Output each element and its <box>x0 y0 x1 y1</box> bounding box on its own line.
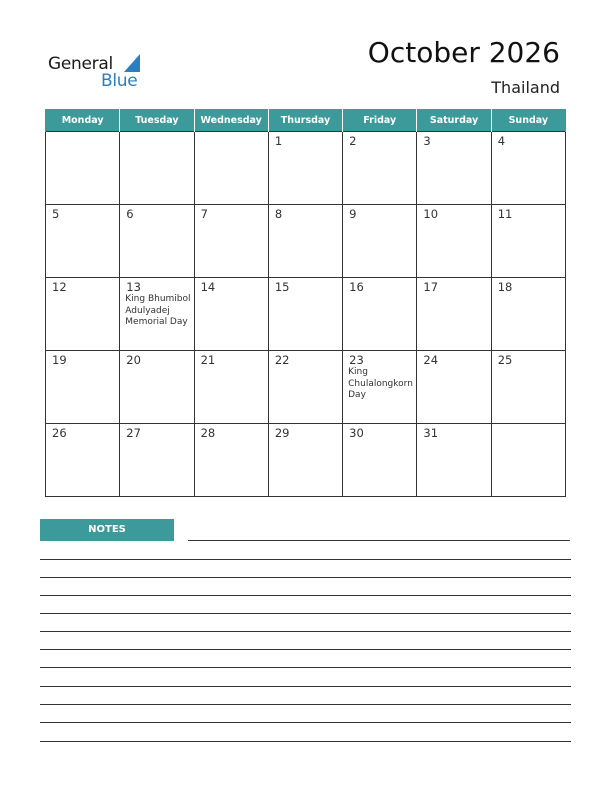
day-cell <box>194 424 268 497</box>
day-cell <box>268 424 342 497</box>
day-cell <box>491 351 565 424</box>
day-cell <box>343 278 417 351</box>
notes-line <box>40 577 571 578</box>
week-row <box>46 424 566 497</box>
day-cell <box>491 132 565 205</box>
day-number: 25 <box>497 353 513 367</box>
day-number: 16 <box>349 280 364 294</box>
day-number: 15 <box>274 280 290 294</box>
page-title: October 2026 <box>367 36 560 69</box>
day-number: 13 <box>126 280 141 294</box>
notes-line <box>40 631 571 632</box>
holiday-label: King Bhumibol Adulyadej Memorial Day <box>125 294 191 327</box>
day-cell <box>343 351 417 424</box>
day-number: 2 <box>349 134 357 148</box>
day-number: 26 <box>52 426 67 440</box>
country-label: Thailand <box>491 78 560 97</box>
day-cell <box>268 351 342 424</box>
day-number: 9 <box>349 207 357 221</box>
notes-line <box>40 649 571 650</box>
week-row <box>46 351 566 424</box>
day-cell <box>268 132 342 205</box>
day-cell <box>268 205 342 278</box>
day-cell <box>194 205 268 278</box>
weekday-header: Sunday <box>491 109 565 132</box>
day-number: 18 <box>497 280 513 294</box>
day-number: 29 <box>274 426 290 440</box>
notes-line <box>40 722 571 723</box>
brand-logo <box>48 52 158 92</box>
day-cell <box>417 351 491 424</box>
notes-line <box>40 667 571 668</box>
day-number <box>120 132 193 134</box>
day-cell <box>120 205 194 278</box>
weekday-header: Friday <box>343 109 417 132</box>
day-number: 3 <box>423 134 431 148</box>
day-cell <box>417 205 491 278</box>
day-number: 24 <box>423 353 439 367</box>
notes-line <box>40 704 571 705</box>
day-cell <box>46 205 120 278</box>
notes-header: NOTES <box>40 519 174 541</box>
day-cell <box>491 424 565 497</box>
day-number: 28 <box>200 426 216 440</box>
day-cell <box>343 424 417 497</box>
weekday-header: Monday <box>46 109 120 132</box>
notes-line <box>40 559 571 560</box>
day-number: 19 <box>52 353 67 367</box>
day-cell <box>46 132 120 205</box>
logo-word-general: General <box>48 54 113 74</box>
day-number <box>195 132 268 134</box>
weekday-header: Saturday <box>417 109 491 132</box>
day-number: 4 <box>497 134 506 148</box>
day-number: 21 <box>200 353 216 367</box>
day-number: 7 <box>200 207 208 221</box>
logo-triangle-icon <box>124 54 140 72</box>
notes-line <box>40 613 571 614</box>
day-number: 17 <box>423 280 439 294</box>
day-cell <box>120 132 194 205</box>
weekday-header: Thursday <box>268 109 342 132</box>
day-cell <box>194 351 268 424</box>
day-cell <box>417 424 491 497</box>
weekday-header: Tuesday <box>120 109 194 132</box>
day-cell <box>46 424 120 497</box>
day-cell <box>46 278 120 351</box>
day-cell <box>491 205 565 278</box>
week-row <box>46 132 566 205</box>
day-cell <box>491 278 565 351</box>
day-number: 30 <box>349 426 364 440</box>
day-cell <box>417 278 491 351</box>
day-cell <box>268 278 342 351</box>
day-cell <box>417 132 491 205</box>
notes-line <box>188 540 570 541</box>
day-number: 6 <box>126 207 134 221</box>
day-number: 22 <box>274 353 290 367</box>
week-row <box>46 278 566 351</box>
day-number <box>492 424 565 426</box>
notes-line <box>40 595 571 596</box>
day-number: 23 <box>349 353 364 367</box>
day-cell <box>120 351 194 424</box>
day-number: 12 <box>52 280 67 294</box>
day-number: 31 <box>423 426 439 440</box>
day-number: 10 <box>423 207 439 221</box>
day-cell <box>120 278 194 351</box>
day-cell <box>194 132 268 205</box>
day-cell <box>120 424 194 497</box>
logo-word-blue: Blue <box>101 71 138 91</box>
weekday-header-row <box>46 109 566 132</box>
day-number: 27 <box>126 426 141 440</box>
day-number: 8 <box>274 207 283 221</box>
day-number: 11 <box>497 207 513 221</box>
day-number: 20 <box>126 353 141 367</box>
day-cell <box>194 278 268 351</box>
holiday-label: King Chulalongkorn Day <box>348 367 413 400</box>
day-cell <box>343 205 417 278</box>
notes-line <box>40 741 571 742</box>
weekday-header: Wednesday <box>194 109 268 132</box>
day-number: 1 <box>274 134 283 148</box>
week-row <box>46 205 566 278</box>
day-number: 14 <box>200 280 216 294</box>
day-number <box>46 132 119 134</box>
notes-line <box>40 686 571 687</box>
day-number: 5 <box>52 207 60 221</box>
day-cell <box>343 132 417 205</box>
calendar-grid <box>45 109 566 497</box>
day-cell <box>46 351 120 424</box>
